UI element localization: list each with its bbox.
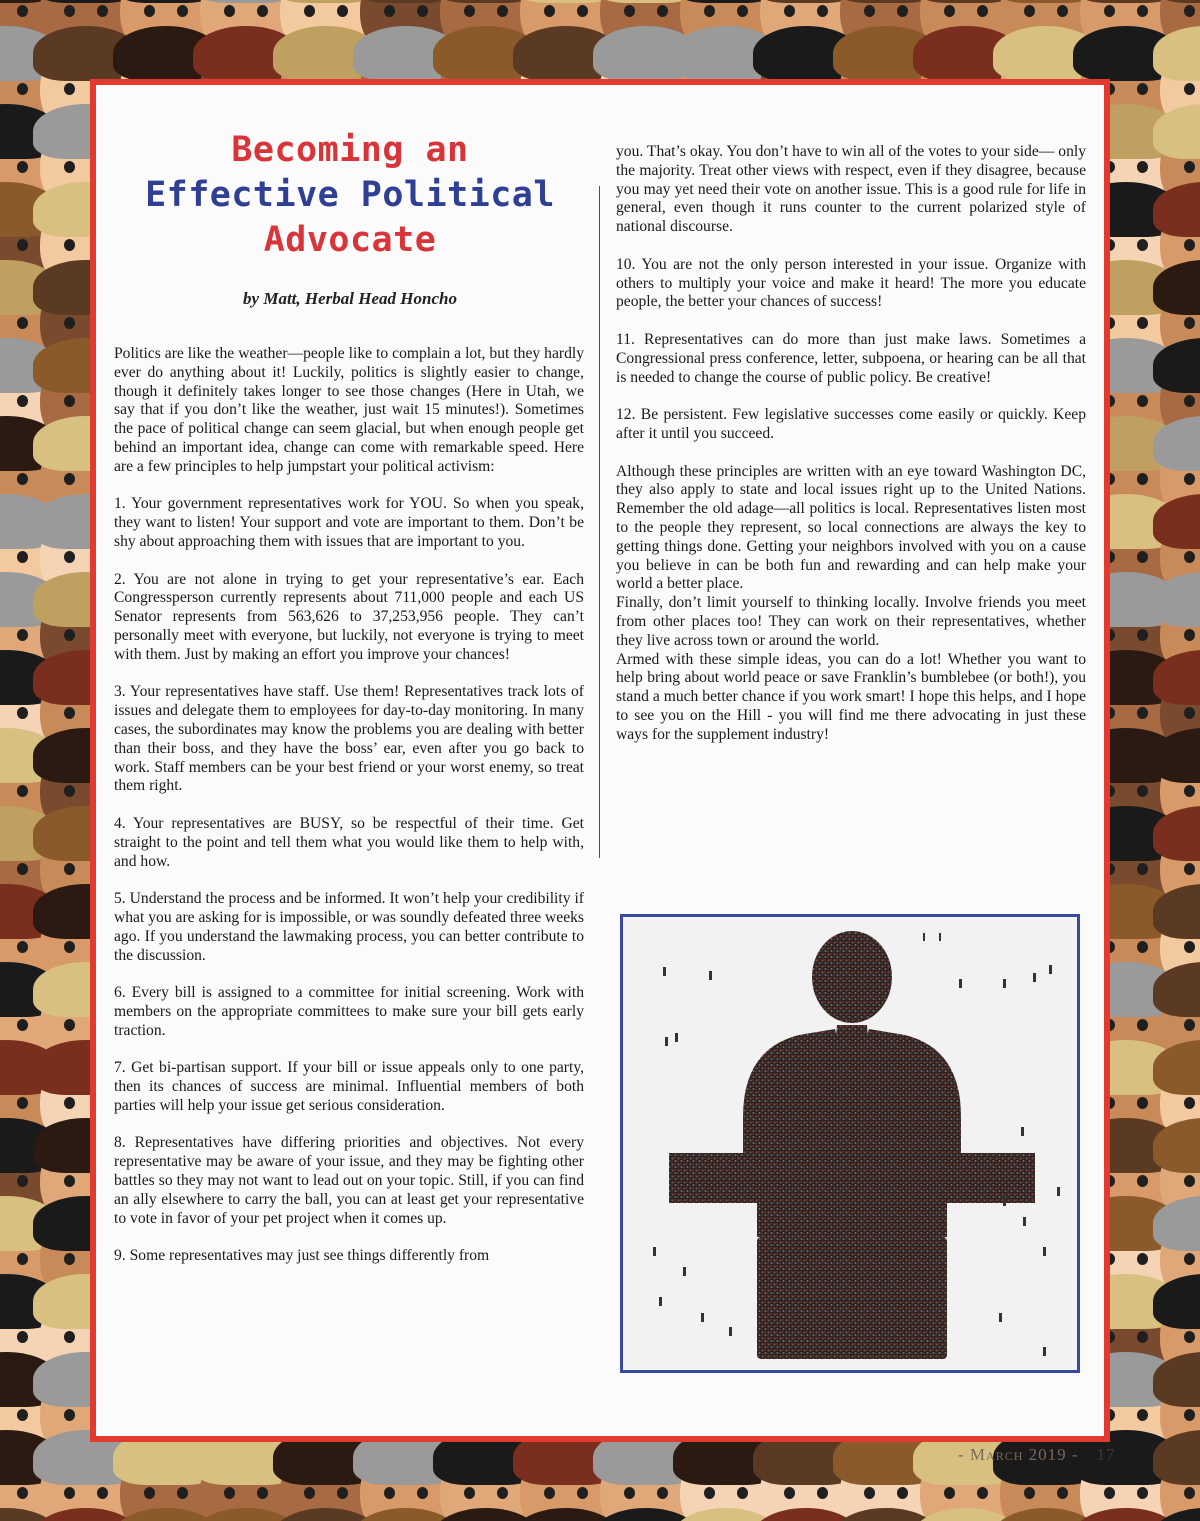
crowd-face-eye bbox=[257, 5, 268, 17]
crowd-face-eye bbox=[1137, 5, 1148, 17]
crowd-face-eye bbox=[1184, 1175, 1195, 1187]
crowd-face-eye bbox=[304, 5, 315, 17]
crowd-face-eye bbox=[1184, 941, 1195, 953]
crowd-face-eye bbox=[1137, 1487, 1148, 1499]
crowd-face-eye bbox=[897, 1487, 908, 1499]
crowd-face-eye bbox=[1137, 941, 1148, 953]
crowd-face-eye bbox=[704, 5, 715, 17]
principle-12: 12. Be persistent. Few legislative successes come easily or quickly. Keep after it until you succeed. bbox=[616, 406, 1086, 442]
crowd-face-eye bbox=[64, 317, 75, 329]
crowd-face-hair bbox=[1153, 0, 1200, 3]
right-column bbox=[616, 143, 1086, 745]
crowd-face-eye bbox=[17, 941, 28, 953]
crowd-face-eye bbox=[64, 785, 75, 797]
crowd-face-eye bbox=[977, 1487, 988, 1499]
crowd-face-eye bbox=[64, 1409, 75, 1421]
crowd-face-eye bbox=[304, 1487, 315, 1499]
crowd-face-eye bbox=[1184, 629, 1195, 641]
crowd-face-eye bbox=[224, 1487, 235, 1499]
crowd-face-eye bbox=[17, 161, 28, 173]
crowd-face-eye bbox=[417, 5, 428, 17]
crowd-face-eye bbox=[657, 1487, 668, 1499]
crowd-face-eye bbox=[17, 863, 28, 875]
crowd-face-eye bbox=[1137, 1331, 1148, 1343]
crowd-face-eye bbox=[784, 1487, 795, 1499]
crowd-face-eye bbox=[1137, 785, 1148, 797]
crowd-face-eye bbox=[1024, 1487, 1035, 1499]
crowd-face-eye bbox=[177, 1487, 188, 1499]
column-divider bbox=[599, 186, 600, 858]
crowd-face-eye bbox=[817, 5, 828, 17]
intro-paragraph: Politics are like the weather—people like to complain a lot, but they hardly ever do anything about it! Luckily, politics is slightly easier to change, though it definitely takes longer to see those changes (Here in Utah, we say that if you don’t like the weather, just wait 15 minutes!). Sometimes the pace of political change can seem glacial, but when enough people get behind an important idea, change can come with remarkable speed. Here are a few principles to help jumpstart your political activism: bbox=[114, 345, 584, 475]
crowd-face-eye bbox=[1137, 629, 1148, 641]
crowd-face-eye bbox=[337, 5, 348, 17]
crowd-face-eye bbox=[17, 1409, 28, 1421]
crowd-face-eye bbox=[464, 5, 475, 17]
crowd-face-eye bbox=[384, 1487, 395, 1499]
principle-10: 10. You are not the only person interested in your issue. Organize with others to multiply your voice and make it heard! The more you educate people, the better your chances of success! bbox=[616, 255, 1086, 311]
crowd-face-eye bbox=[944, 5, 955, 17]
principle-1: 1. Your government representatives work for YOU. So when you speak, they want to listen! Your support and vote are important to them. Don’t be shy about approaching them with issues that are important to you. bbox=[114, 495, 584, 550]
crowd-face-eye bbox=[1184, 1331, 1195, 1343]
crowd-face-eye bbox=[624, 5, 635, 17]
crowd-face-eye bbox=[64, 1175, 75, 1187]
crowd-face-eye bbox=[64, 1253, 75, 1265]
conclusion-paragraph-3: Armed with these simple ideas, you can do a lot! Whether you want to help bring about world peace or save Franklin’s bumblebee (or both!), you stand a much better chance if you work smart! I hope this helps, and I hope to see you on the Hill - you will find me there advocating in just these ways for the supplement industry! bbox=[616, 650, 1086, 743]
crowd-face-eye bbox=[64, 941, 75, 953]
title-line-1: Becoming an bbox=[231, 130, 469, 170]
crowd-face-eye bbox=[17, 395, 28, 407]
crowd-face-eye bbox=[1104, 1487, 1115, 1499]
crowd-face-eye bbox=[1137, 317, 1148, 329]
crowd-face-eye bbox=[64, 161, 75, 173]
title-line-3: Advocate bbox=[263, 220, 437, 260]
crowd-face-eye bbox=[17, 1331, 28, 1343]
crowd-face-eye bbox=[17, 707, 28, 719]
crowd-face-eye bbox=[1137, 239, 1148, 251]
crowd-face-eye bbox=[737, 1487, 748, 1499]
crowd-face-eye bbox=[337, 1487, 348, 1499]
crowd-face-eye bbox=[97, 5, 108, 17]
principle-3: 3. Your representatives have staff. Use them! Representatives track lots of issues and delegate them to employees for day-to-day monitoring. In many cases, the subordinates may know the problems you are dealing with better than their boss, and they have the boss’ ear, even after you go back to work. Staff members can be your best friend or your worst enemy, so treat them right. bbox=[114, 683, 584, 795]
crowd-face-eye bbox=[64, 1487, 75, 1499]
crowd-face-eye bbox=[97, 1487, 108, 1499]
crowd-face-eye bbox=[1184, 395, 1195, 407]
crowd-face-eye bbox=[1184, 1097, 1195, 1109]
crowd-face-eye bbox=[64, 1019, 75, 1031]
byline: by Matt, Herbal Head Honcho bbox=[243, 289, 457, 308]
issue-date: - March 2019 - bbox=[958, 1445, 1079, 1464]
crowd-face-eye bbox=[224, 5, 235, 17]
crowd-face-eye bbox=[384, 5, 395, 17]
crowd-face-eye bbox=[544, 1487, 555, 1499]
crowd-face-eye bbox=[1184, 863, 1195, 875]
crowd-face-eye bbox=[1137, 1253, 1148, 1265]
crowd-face-eye bbox=[17, 629, 28, 641]
crowd-face-eye bbox=[1184, 1487, 1195, 1499]
conclusion-paragraph-1: Although these principles are written with an eye toward Washington DC, they also apply to state and local issues right up to the United Nations. Remember the old adage—all politics is local. Representatives listen most to the people they represent, so local connections are always the key to getting things done. Getting your neighbors involved with you on a cause you believe in can be both fun and rewarding and can help make your world a better place. bbox=[616, 462, 1086, 593]
crowd-face-eye bbox=[1184, 551, 1195, 563]
crowd-face-eye bbox=[417, 1487, 428, 1499]
crowd-face-eye bbox=[1137, 551, 1148, 563]
crowd-face-eye bbox=[1184, 473, 1195, 485]
crowd-face-eye bbox=[17, 1253, 28, 1265]
crowd-face-eye bbox=[64, 239, 75, 251]
crowd-face-eye bbox=[944, 1487, 955, 1499]
crowd-face-eye bbox=[17, 785, 28, 797]
crowd-face-eye bbox=[1184, 1409, 1195, 1421]
crowd-face-eye bbox=[624, 1487, 635, 1499]
crowd-face-eye bbox=[464, 1487, 475, 1499]
crowd-face-eye bbox=[897, 5, 908, 17]
crowd-face-eye bbox=[1137, 473, 1148, 485]
crowd-face-eye bbox=[144, 5, 155, 17]
crowd-face-eye bbox=[1137, 707, 1148, 719]
crowd-face-eye bbox=[497, 1487, 508, 1499]
crowd-speaker-podium-image bbox=[620, 914, 1080, 1373]
crowd-face-eye bbox=[1057, 5, 1068, 17]
crowd-face-eye bbox=[17, 1487, 28, 1499]
crowd-face-eye bbox=[1184, 785, 1195, 797]
crowd-face-eye bbox=[1137, 1019, 1148, 1031]
crowd-face-eye bbox=[17, 317, 28, 329]
crowd-face-eye bbox=[864, 1487, 875, 1499]
principle-5: 5. Understand the process and be informed. It won’t help your credibility if what you are asking for is impossible, or was soundly defeated three weeks ago. If you understand the lawmaking process, you can better contribute to the discussion. bbox=[114, 890, 584, 964]
crowd-face-eye bbox=[784, 5, 795, 17]
crowd-face-eye bbox=[64, 863, 75, 875]
principle-9-start: 9. Some representatives may just see things differently from bbox=[114, 1247, 490, 1265]
crowd-face-eye bbox=[1184, 83, 1195, 95]
crowd-face-eye bbox=[1137, 161, 1148, 173]
crowd-face-eye bbox=[64, 5, 75, 17]
principle-2: 2. You are not alone in trying to get your representative’s ear. Each Congressperson currently represents about 711,000 people and each US Senator represents from 563,626 to 37,253,956 people. They can’t personally meet with everyone, but luckily, not everyone is trying to meet with them. Just by making an effort you improve your chances! bbox=[114, 570, 584, 663]
crowd-face-eye bbox=[1184, 5, 1195, 17]
principle-4: 4. Your representatives are BUSY, so be respectful of their time. Get straight to the point and tell them what you would like them to help with, and how. bbox=[114, 814, 584, 870]
crowd-face-eye bbox=[17, 551, 28, 563]
article-title bbox=[110, 128, 590, 263]
crowd-face-eye bbox=[1137, 863, 1148, 875]
crowd-face-eye bbox=[1137, 83, 1148, 95]
crowd-face-eye bbox=[64, 551, 75, 563]
crowd-face-eye bbox=[17, 5, 28, 17]
crowd-face-eye bbox=[1024, 5, 1035, 17]
crowd-face-eye bbox=[1137, 1175, 1148, 1187]
crowd-face-eye bbox=[1184, 707, 1195, 719]
page-number: 17 bbox=[1096, 1445, 1116, 1464]
crowd-face-eye bbox=[17, 473, 28, 485]
crowd-face-eye bbox=[64, 1097, 75, 1109]
crowd-face-eye bbox=[1137, 395, 1148, 407]
crowd-face-eye bbox=[64, 1331, 75, 1343]
crowd-face-eye bbox=[64, 473, 75, 485]
crowd-face-eye bbox=[577, 5, 588, 17]
crowd-face-eye bbox=[64, 707, 75, 719]
podium-crowd-illustration bbox=[623, 917, 1077, 1370]
crowd-face-eye bbox=[64, 395, 75, 407]
principle-7: 7. Get bi-partisan support. If your bill or issue appeals only to one party, then its chances of success are minimal. Influential members of both parties will help your issue get serious consideration. bbox=[114, 1059, 584, 1114]
principle-9-continued: you. That’s okay. You don’t have to win all of the votes to your side— only the majority. Treat other views with respect, even if they disagree, because you may yet need their vote on another issue. This is a good rule for life in general, even though it runs counter to the current polarized style of national discourse. bbox=[616, 143, 1086, 236]
crowd-face-eye bbox=[17, 1175, 28, 1187]
crowd-face-eye bbox=[1104, 5, 1115, 17]
crowd-face-eye bbox=[64, 83, 75, 95]
crowd-face-eye bbox=[737, 5, 748, 17]
crowd-face-eye bbox=[1184, 317, 1195, 329]
crowd-face-eye bbox=[177, 5, 188, 17]
title-line-2: Effective Political bbox=[145, 175, 555, 215]
principle-6: 6. Every bill is assigned to a committee for initial screening. Work with members on the appropriate committees to make sure your bill gets early traction. bbox=[114, 984, 584, 1039]
crowd-face-eye bbox=[1137, 1097, 1148, 1109]
crowd-face-eye bbox=[1057, 1487, 1068, 1499]
crowd-face-eye bbox=[817, 1487, 828, 1499]
crowd-face-eye bbox=[977, 5, 988, 17]
crowd-face-eye bbox=[577, 1487, 588, 1499]
crowd-face-eye bbox=[64, 629, 75, 641]
crowd-face-eye bbox=[144, 1487, 155, 1499]
principle-8: 8. Representatives have differing priorities and objectives. Not every representative may be aware of your issue, and they may be fighting other battles so they may not want to lead out on your topic. Still, if you can find an ally elsewhere to carry the ball, you can at least get your representative to vote in favor of your pet project when it comes up. bbox=[114, 1134, 584, 1227]
crowd-face-eye bbox=[864, 5, 875, 17]
crowd-face-eye bbox=[17, 1019, 28, 1031]
conclusion-paragraph-2: Finally, don’t limit yourself to thinking locally. Involve friends you meet from other places too! They can work on their representatives, whether they live across town or around the world. bbox=[616, 594, 1086, 649]
principle-11: 11. Representatives can do more than just make laws. Sometimes a Congressional press conference, letter, subpoena, or hearing can be all that is needed to change the course of public policy. Be creative! bbox=[616, 330, 1086, 386]
crowd-face-eye bbox=[497, 5, 508, 17]
crowd-face-eye bbox=[1184, 239, 1195, 251]
crowd-face-eye bbox=[704, 1487, 715, 1499]
crowd-face-eye bbox=[544, 5, 555, 17]
crowd-face-eye bbox=[1184, 1019, 1195, 1031]
crowd-face-eye bbox=[657, 5, 668, 17]
crowd-face-eye bbox=[17, 239, 28, 251]
crowd-face-eye bbox=[1137, 1409, 1148, 1421]
crowd-face-eye bbox=[17, 1097, 28, 1109]
left-column bbox=[114, 345, 584, 1285]
crowd-face-eye bbox=[257, 1487, 268, 1499]
crowd-face-eye bbox=[1184, 1253, 1195, 1265]
crowd-face-eye bbox=[17, 83, 28, 95]
crowd-face-eye bbox=[1184, 161, 1195, 173]
page-footer bbox=[958, 1445, 1116, 1465]
